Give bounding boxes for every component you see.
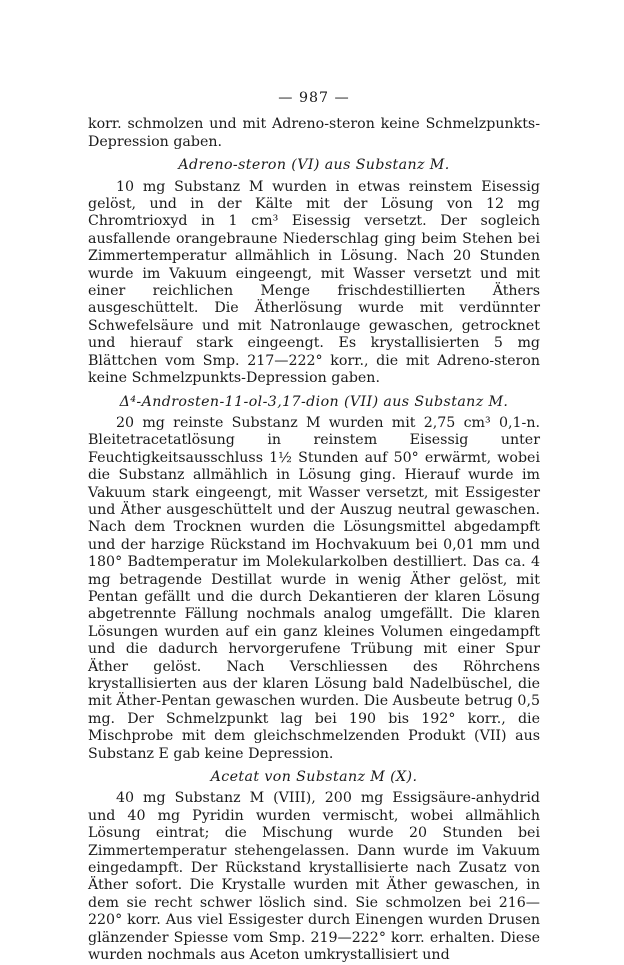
paragraph-androsten: 20 mg reinste Substanz M wurden mit 2,75 cm³ 0,1-n. Bleitetracetatlösung in reinstem Eisessig unter Feuchtigkeitsausschluss 1½ Stunden auf 50° erwärmt, wobei die Substanz allmählich in Lösung ging. Hierauf wurde im Vakuum stark eingeengt, mit Wasser versetzt, mit Essigester und Äther ausgeschüttelt und der Auszug neutral gewaschen. Nach dem Trocknen wurden die Lösungsmittel abgedampft und der harzige Rückstand im Hochvakuum bei 0,01 mm und 180° Badtemperatur im Molekularkolben destilliert. Das ca. 4 mg betragende Destillat wurde in wenig Äther gelöst, mit Pentan gefällt und die durch Dekantieren der klaren Lösung abgetrennte Fällung nochmals analog umgefällt. Die klaren Lösungen wurden auf ein ganz kleines Volumen eingedampft und die dadurch hervorgerufene Trübung mit einer Spur Äther gelöst. Nach Verschliessen des Röhrchens krystallisierten aus der klaren Lösung bald Nadelbüschel, die mit Äther-Pentan gewaschen wurden. Die Ausbeute betrug 0,5 mg. Der Schmelzpunkt lag bei 190 bis 192° korr., die Mischprobe mit dem gleichschmelzenden Produkt (VII) aus Substanz E gab keine Depression. bbox=[88, 414, 540, 762]
section-heading-androsten: Δ⁴-Androsten-11-ol-3,17-dion (VII) aus Substanz M. bbox=[119, 393, 509, 410]
paragraph-adrenosteron: 10 mg Substanz M wurden in etwas reinstem Eisessig gelöst, und in der Kälte mit der Lösung von 12 mg Chromtrioxyd in 1 cm³ Eisessig versetzt. Der sogleich ausfallende orangebraune Niederschlag ging beim Stehen bei Zimmertemperatur allmählich in Lösung. Nach 20 Stunden wurde im Vakuum eingeengt, mit Wasser versetzt und mit einer reichlichen Menge frischdestillierten Äthers ausgeschüttelt. Die Ätherlösung wurde mit verdünnter Schwefelsäure und mit Natronlauge gewaschen, getrocknet und hierauf stark eingeengt. Es krystallisierten 5 mg Blättchen vom Smp. 217—222° korr., die mit Adreno-steron keine Schmelzpunkts-Depression gaben. bbox=[88, 178, 540, 387]
document-page bbox=[88, 78, 540, 965]
paragraph-acetat: 40 mg Substanz M (VIII), 200 mg Essigsäure-anhydrid und 40 mg Pyridin wurden vermischt, wobei allmählich Lösung eintrat; die Mischung wurde 20 Stunden bei Zimmertemperatur stehengelassen. Dann wurde im Vakuum eingedampft. Der Rückstand krystallisierte nach Zusatz von Äther sofort. Die Krystalle wurden mit Äther gewaschen, in dem sie recht schwer löslich sind. Sie schmolzen bei 216—220° korr. Aus viel Essigester durch Einengen wurden Drusen glänzender Spiesse vom Smp. 219—222° korr. erhalten. Diese wurden nochmals aus Aceton umkrystallisiert und bbox=[88, 790, 540, 964]
section-heading-acetat: Acetat von Substanz M (X). bbox=[210, 769, 418, 786]
page-number: — 987 — bbox=[278, 90, 350, 106]
paragraph-continuation: korr. schmolzen und mit Adreno-steron keine Schmelzpunkts-Depression gaben. bbox=[88, 116, 540, 150]
section-heading-adrenosteron: Adreno-steron (VI) aus Substanz M. bbox=[178, 157, 450, 174]
